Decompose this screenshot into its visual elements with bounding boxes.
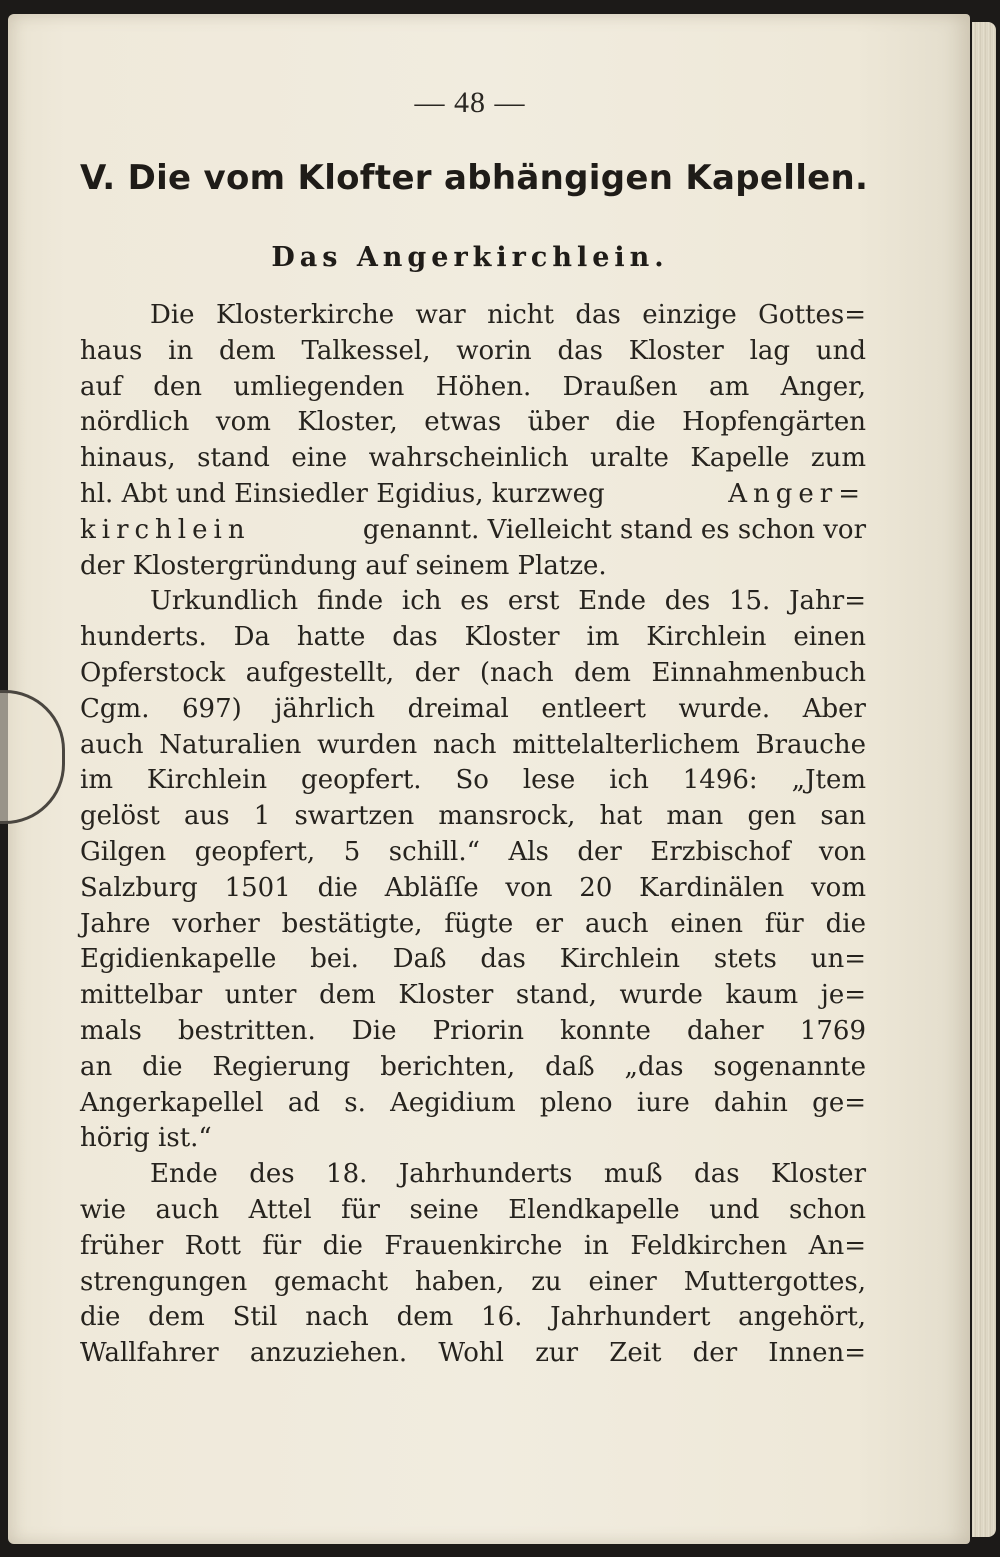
text-line: Ende des 18. Jahrhunderts muß das Kloster xyxy=(150,1159,866,1190)
emphasized-word: Anger= xyxy=(728,478,866,509)
text-line: mittelbar unter dem Kloster stand, wurde kaum je= xyxy=(80,980,866,1011)
text-line: strengungen gemacht haben, zu einer Muttergottes, xyxy=(80,1266,866,1297)
text-line: Egidienkapelle bei. Daß das Kirchlein stets un= xyxy=(80,944,866,975)
page-edge xyxy=(972,22,996,1537)
text-line: haus in dem Talkessel, worin das Kloster lag und xyxy=(80,335,866,366)
text-segment: genannt. Vielleicht stand es schon vor xyxy=(362,514,866,545)
body-text xyxy=(80,298,866,1372)
text-line: Cgm. 697) jährlich dreimal entleert wurde. Aber xyxy=(80,693,866,724)
text-line: Wallfahrer anzuziehen. Wohl zur Zeit der Innen= xyxy=(80,1338,866,1369)
text-line: Opferstock aufgestellt, der (nach dem Einnahmenbuch xyxy=(80,657,866,688)
text-line: auf den umliegenden Höhen. Draußen am Anger, xyxy=(80,371,866,402)
chapter-title: V. Die vom Klofter abhängigen Kapellen. xyxy=(80,158,869,198)
emphasized-word: kirchlein xyxy=(80,514,251,545)
text-line: an die Regierung berichten, daß „das sogenannte xyxy=(80,1051,866,1082)
text-line: im Kirchlein geopfert. So lese ich 1496: „Jtem xyxy=(80,765,866,796)
text-line: Urkundlich finde ich es erst Ende des 15. Jahr= xyxy=(150,586,866,617)
text-line: Angerkapellel ad s. Aegidium pleno iure dahin ge= xyxy=(80,1087,866,1118)
page-number: — 48 — xyxy=(414,86,526,119)
text-line: mals bestritten. Die Priorin konnte daher 1769 xyxy=(80,1015,866,1046)
text-line: hunderts. Da hatte das Kloster im Kirchlein einen xyxy=(80,622,866,653)
text-line: Salzburg 1501 die Abläſſe von 20 Kardinälen vom xyxy=(80,872,866,903)
text-segment: hl. Abt und Einsiedler Egidius, kurzweg xyxy=(80,478,605,509)
text-line: Jahre vorher bestätigte, fügte er auch einen für die xyxy=(80,908,866,939)
text-line-with-emphasis xyxy=(80,513,866,549)
text-line: Die Klosterkirche war nicht das einzige Gottes= xyxy=(150,300,866,330)
text-line-with-emphasis xyxy=(80,477,866,513)
text-line: früher Rott für die Frauenkirche in Feldkirchen An= xyxy=(80,1230,866,1261)
text-line: der Klostergründung auf seinem Platze. xyxy=(80,550,607,581)
text-line: wie auch Attel für seine Elendkapelle und schon xyxy=(80,1194,866,1225)
text-line: nördlich vom Kloster, etwas über die Hopfengärten xyxy=(80,407,866,438)
text-line: hörig ist.“ xyxy=(80,1123,212,1154)
text-line: gelöst aus 1 swartzen mansrock, hat man gen san xyxy=(80,801,866,832)
text-line: Gilgen geopfert, 5 schill.“ Als der Erzbischof von xyxy=(80,836,866,867)
text-line: auch Naturalien wurden nach mittelalterlichem Brauche xyxy=(80,729,866,760)
section-subtitle: Das Angerkirchlein. xyxy=(271,242,669,273)
text-line: die dem Stil nach dem 16. Jahrhundert angehört, xyxy=(80,1302,866,1333)
text-line: hinaus, stand eine wahrscheinlich uralte Kapelle zum xyxy=(80,443,866,474)
